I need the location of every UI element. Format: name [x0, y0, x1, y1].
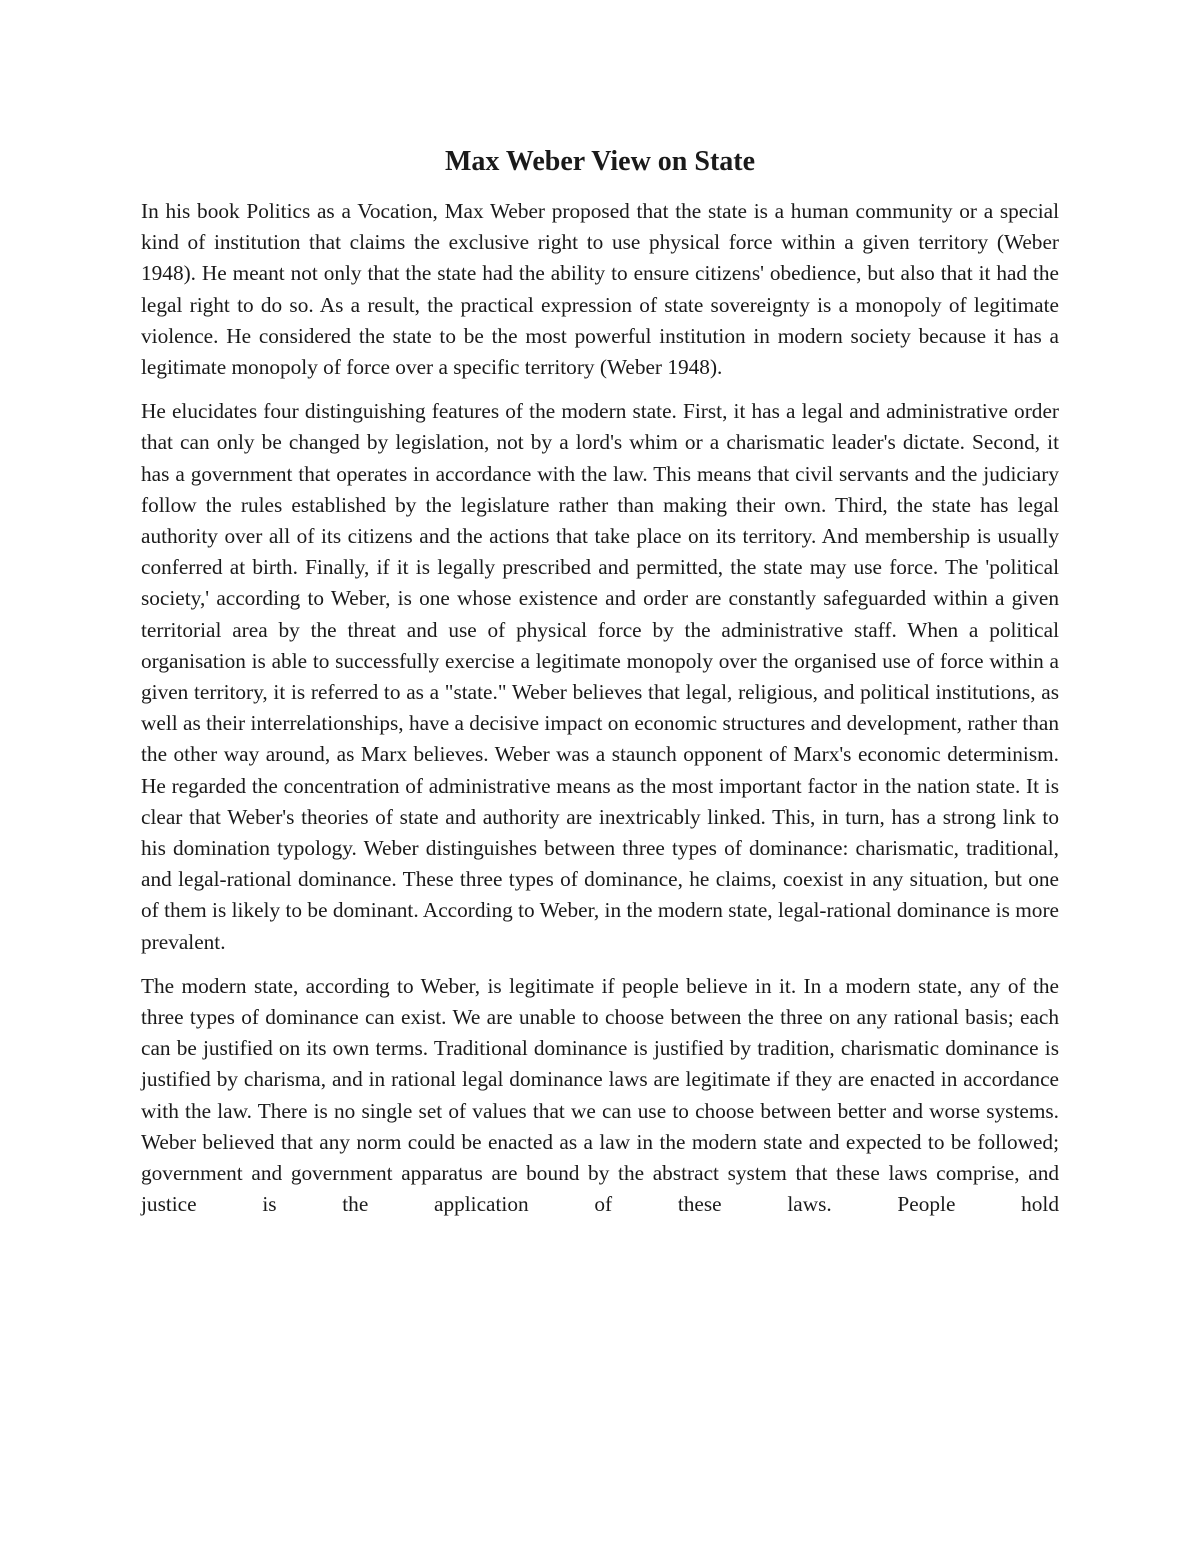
paragraph-3: The modern state, according to Weber, is legitimate if people believe in it. In a modern state, any of the three types of dominance can exist. We are unable to choose between the three on any rational basis; each can be justified on its own terms. Traditional dominance is justified by tradition, charismatic dominance is justified by charisma, and in rational legal dominance laws are legitimate if they are enacted in accordance with the law. There is no single set of values that we can use to choose between better and worse systems. Weber believed that any norm could be enacted as a law in the modern state and expected to be followed; government and government apparatus are bound by the abstract system that these laws comprise, and justice is the application of these laws. People hold: [141, 973, 1059, 1217]
paragraph-1: In his book Politics as a Vocation, Max Weber proposed that the state is a human community or a special kind of institution that claims the exclusive right to use physical force within a given territory (Weber 1948). He meant not only that the state had the ability to ensure citizens' obedience, but also that it had the legal right to do so. As a result, the practical expression of state sovereignty is a monopoly of legitimate violence. He considered the state to be the most powerful institution in modern society because it has a legitimate monopoly of force over a specific territory (Weber 1948).: [141, 199, 1059, 380]
document-title: Max Weber View on State: [444, 146, 756, 177]
document-body: [141, 142, 1059, 1234]
paragraph-2: He elucidates four distinguishing features of the modern state. First, it has a legal and administrative order that can only be changed by legislation, not by a lord's whim or a charismatic leader's dictate. Second, it has a government that operates in accordance with the law. This means that civil servants and the judiciary follow the rules established by the legislature rather than making their own. Third, the state has legal authority over all of its citizens and the actions that take place on its territory. And membership is usually conferred at birth. Finally, if it is legally prescribed and permitted, the state may use force. The 'political society,' according to Weber, is one whose existence and order are constantly safeguarded within a given territorial area by the threat and use of physical force by the administrative staff. When a political organisation is able to successfully exercise a legitimate monopoly over the organised use of force within a given territory, it is referred to as a "state." Weber believes that legal, religious, and political institutions, as well as their interrelationships, have a decisive impact on economic structures and development, rather than the other way around, as Marx believes. Weber was a staunch opponent of Marx's economic determinism. He regarded the concentration of administrative means as the most important factor in the nation state. It is clear that Weber's theories of state and authority are inextricably linked. This, in turn, has a strong link to his domination typology. Weber distinguishes between three types of dominance: charismatic, traditional, and legal-rational dominance. These three types of dominance, he claims, coexist in any situation, but one of them is likely to be dominant. According to Weber, in the modern state, legal-rational dominance is more prevalent.: [141, 399, 1059, 954]
